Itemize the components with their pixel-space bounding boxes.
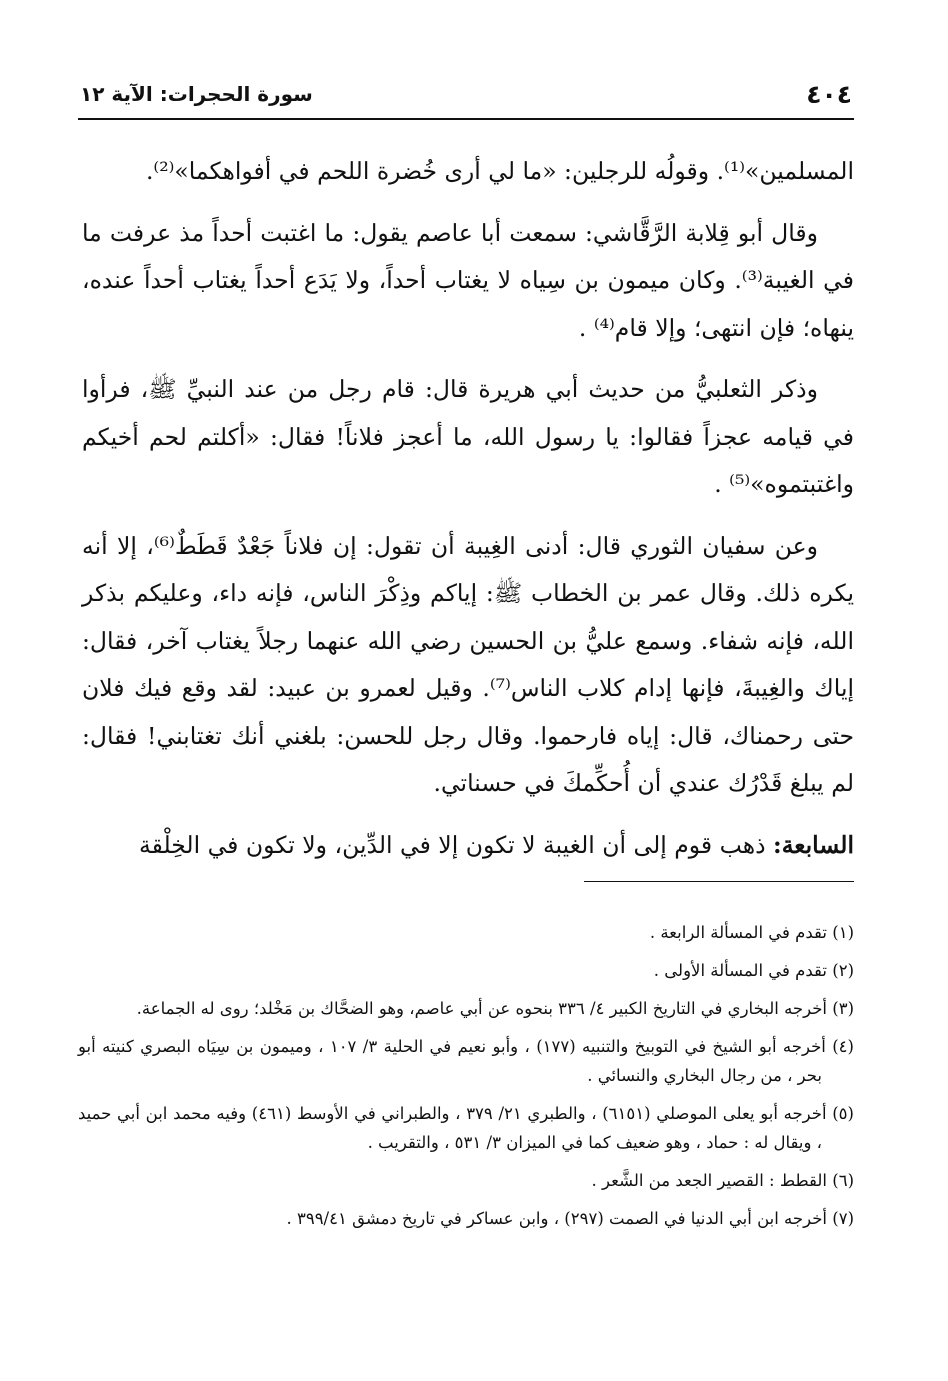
page-header [80, 76, 852, 116]
main-text [82, 148, 854, 883]
running-title: سورة الحجرات: الآية ١٢ [80, 82, 313, 106]
section-heading-seventh: السابعة: [773, 830, 854, 859]
footnote-2: (٢) تقدم في المسألة الأولى . [653, 961, 854, 980]
footnote-rule [584, 881, 854, 882]
footnote-4: (٤) أخرجه أبو الشيخ في التوبيخ والتنبيه (١٧٧) ، وأبو نعيم في الحلية ٣/ ١٠٧ ، وميمون بن سِيَاه البصري كنيته أبو بحر ، من رجال البخاري والنسائي . [78, 1037, 854, 1085]
paragraph-5-text: ذهب قوم إلى أن الغيبة لا تكون إلا في الدِّين، ولا تكون في الخِلْقة [139, 830, 774, 859]
header-rule [78, 118, 854, 120]
paragraph-2: وقال أبو قِلابة الرَّقَّاشي: سمعت أبا عاصم يقول: ما اغتبت أحداً مذ عرفت ما في الغيبة⁽³⁾. وكان ميمون بن سِياه لا يغتاب أحداً، ولا يَدَع أحداً يغتاب أحداً عنده، ينهاه؛ فإن انتهى؛ وإلا قام⁽⁴⁾ . [82, 218, 854, 342]
paragraph-1: المسلمين»⁽¹⁾. وقولُه للرجلين: «ما لي أرى خُضرة اللحم في أفواهكما»⁽²⁾. [145, 157, 854, 185]
paragraph-4: وعن سفيان الثوري قال: أدنى الغِيبة أن تقول: إن فلاناً جَعْدٌ قَطَطٌ⁽⁶⁾، إلا أنه يكره ذلك. وقال عمر بن الخطاب ﷺ: إياكم وذِكْرَ الناس، فإنه داء، وعليكم بذكر الله، فإنه شفاء. وسمع عليُّ بن الحسين رضي الله عنهما رجلاً يغتاب آخر، فقال: إياك والغِيبةَ، فإنها إدام كلاب الناس⁽⁷⁾. وقيل لعمرو بن عبيد: لقد وقع فيك فلان حتى رحمناك، قال: إياه فارحموا. وقال رجل للحسن: بلغني أنك تغتابني! فقال: لم يبلغ قَدْرُك عندي أن أُحكِّمكَ في حسناتي. [82, 531, 855, 797]
footnote-5: (٥) أخرجه أبو يعلى الموصلي (٦١٥١) ، والطبري ٢١/ ٣٧٩ ، والطبراني في الأوسط (٤٦١) وفيه محمد ابن أبي حميد ، ويقال له : حماد ، وهو ضعيف كما في الميزان ٣/ ٥٣١ ، والتقريب . [78, 1104, 854, 1152]
page-number: ٤٠٤ [806, 80, 852, 109]
paragraph-5 [82, 822, 854, 870]
footnote-6: (٦) القطط : القصير الجعد من الشَّعر . [591, 1171, 854, 1190]
footnote-3: (٣) أخرجه البخاري في التاريخ الكبير ٤/ ٣٣٦ بنحوه عن أبي عاصم، وهو الضحَّاك بن مَخْلد؛ روى له الجماعة. [136, 999, 854, 1018]
footnotes [78, 918, 854, 1242]
paragraph-3: وذكر الثعلبيُّ من حديث أبي هريرة قال: قام رجل من عند النبيِّ ﷺ، فرأوا في قيامه عجزاً فقالوا: يا رسول الله، ما أعجز فلاناً! فقال: «أكلتم لحم أخيكم واغتبتموه»⁽⁵⁾ . [82, 375, 854, 498]
footnote-7: (٧) أخرجه ابن أبي الدنيا في الصمت (٢٩٧) ، وابن عساكر في تاريخ دمشق ٣٩٩/٤١ . [286, 1209, 854, 1228]
footnote-1: (١) تقدم في المسألة الرابعة . [649, 923, 854, 942]
